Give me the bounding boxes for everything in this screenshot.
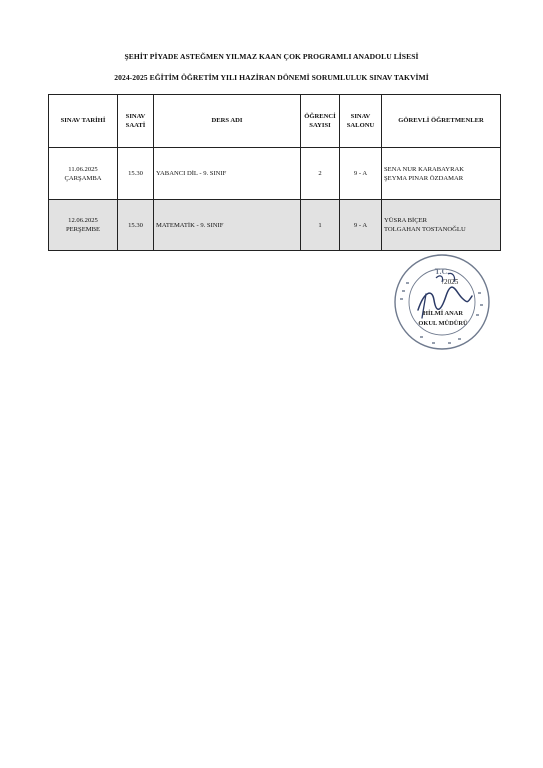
cell-course: YABANCI DİL - 9. SINIF bbox=[154, 148, 301, 200]
cell-course: MATEMATİK - 9. SINIF bbox=[154, 200, 301, 251]
seal-icon bbox=[392, 252, 492, 352]
cell-room: 9 - A bbox=[340, 148, 382, 200]
principal-name: HİLMİ ANAR bbox=[423, 310, 463, 317]
header-student-count: ÖĞRENCİ SAYISI bbox=[301, 95, 340, 148]
official-seal-stamp bbox=[392, 252, 492, 352]
principal-title: OKUL MÜDÜRÜ bbox=[418, 320, 468, 327]
table-row bbox=[49, 200, 501, 251]
cell-count: 2 bbox=[301, 148, 340, 200]
exam-schedule-heading: 2024-2025 EĞİTİM ÖĞRETİM YILI HAZİRAN DÖNEMİ SORUMLULUK SINAV TAKVİMİ bbox=[114, 73, 429, 82]
cell-room: 9 - A bbox=[340, 200, 382, 251]
cell-count: 1 bbox=[301, 200, 340, 251]
table-header-row bbox=[49, 95, 501, 148]
cell-time: 15.30 bbox=[118, 200, 154, 251]
signature-date: /2025 bbox=[442, 278, 459, 286]
header-exam-time: SINAV SAATİ bbox=[118, 95, 154, 148]
header-course-name: DERS ADI bbox=[154, 95, 301, 148]
cell-teachers: SENA NUR KARABAYRAK ŞEYMA PINAR ÖZDAMAR bbox=[382, 148, 501, 200]
header-teachers: GÖREVLİ ÖĞRETMENLER bbox=[382, 95, 501, 148]
cell-time: 15.30 bbox=[118, 148, 154, 200]
cell-date: 12.06.2025 PERŞEMBE bbox=[49, 200, 118, 251]
school-name-heading: ŞEHİT PİYADE ASTEĞMEN YILMAZ KAAN ÇOK PROGRAMLI ANADOLU LİSESİ bbox=[124, 52, 419, 61]
cell-date: 11.06.2025 ÇARŞAMBA bbox=[49, 148, 118, 200]
cell-teachers: YÜSRA BİÇER TOLGAHAN TOSTANOĞLU bbox=[382, 200, 501, 251]
header-exam-date: SINAV TARİHİ bbox=[49, 95, 118, 148]
exam-schedule-table bbox=[48, 94, 501, 251]
table-row bbox=[49, 148, 501, 200]
header-exam-room: SINAV SALONU bbox=[340, 95, 382, 148]
svg-text:T.C.: T.C. bbox=[434, 267, 450, 276]
